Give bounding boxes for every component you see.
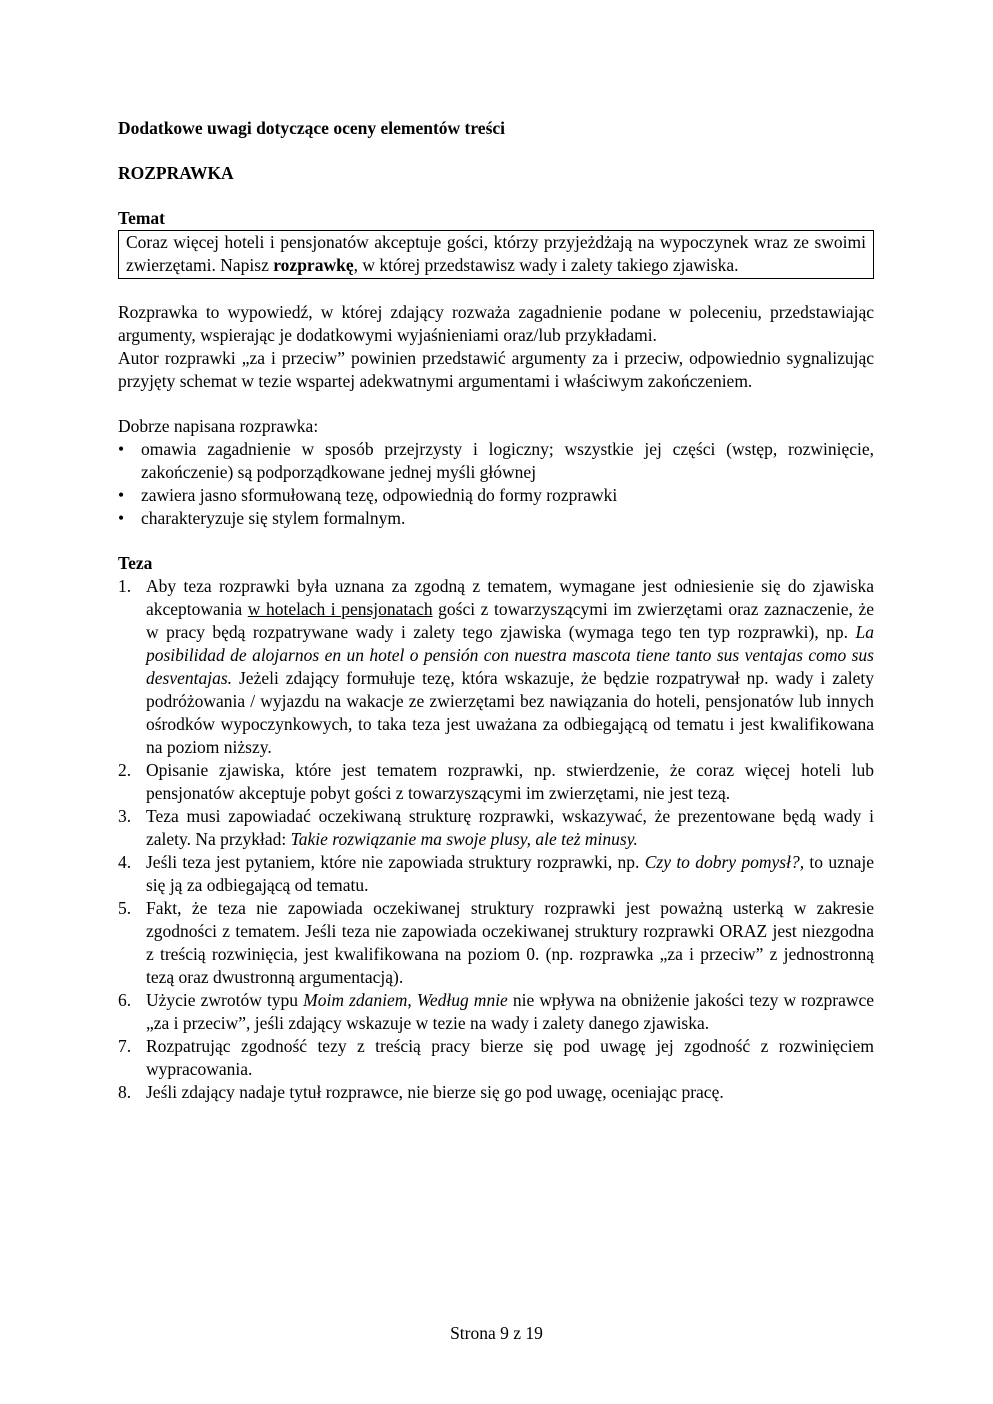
intro-paragraph-2: Autor rozprawki „za i przeciw” powinien przedstawić argumenty za i przeciw, odpowiednio sygnalizując przyjęty schemat w tezie wspartej adekwatnymi argumentami i właściwym zakończeniem. xyxy=(118,348,874,391)
example-italic: Takie rozwiązanie ma swoje plusy, ale też minusy. xyxy=(290,829,638,849)
example-italic: La posibilidad de alojarnos en un hotel o pensión con nuestra mascota tiene tanto sus ventajas como sus desventajas. xyxy=(146,622,874,688)
topic-box xyxy=(118,230,874,279)
thesis-list xyxy=(118,575,874,1104)
bullet-icon: • xyxy=(118,439,125,459)
topic-text-bold: rozprawkę xyxy=(273,255,354,275)
list-item: • charakteryzuje się stylem formalnym. xyxy=(118,508,406,528)
example-italic: Według mnie xyxy=(416,990,508,1010)
example-italic: Czy to dobry pomysł?, xyxy=(644,852,805,872)
thesis-item-2: 2. Opisanie zjawiska, które jest tematem rozprawki, np. stwierdzenie, że coraz więcej hoteli lub pensjonatów akceptuje pobyt gości z towarzyszącymi im zwierzętami, nie jest tezą. xyxy=(118,760,874,803)
thesis-item-8: 8. Jeśli zdający nadaje tytuł rozprawce, nie bierze się go pod uwagę, oceniając pracę. xyxy=(118,1082,724,1102)
page-heading: Dodatkowe uwagi dotyczące oceny elementów treści xyxy=(118,118,506,138)
intro-paragraph-1: Rozprawka to wypowiedź, w której zdający rozważa zagadnienie podane w poleceniu, przedstawiając argumenty, wspierając je dodatkowymi wyjaśnieniami oraz/lub przykładami. xyxy=(118,302,874,345)
bullet-icon: • xyxy=(118,485,125,505)
example-italic: Moim zdaniem xyxy=(303,990,408,1010)
intro-section xyxy=(118,301,874,393)
thesis-item-1: 1. Aby teza rozprawki była uznana za zgodną z tematem, wymagane jest odniesienie się do zjawiska akceptowania w hotelach i pensjonatach gości z towarzyszącymi im zwierzętami oraz zaznaczenie, że w pracy będą rozpatrywane wady i zalety tego zjawiska (wymaga tego ten typ rozprawki), np. La posibilidad de alojarnos en un hotel o pensión con nuestra mascota tiene tanto sus ventajas como sus desventajas. Jeżeli zdający formułuje tezę, która wskazuje, że będzie rozpatrywał np. wady i zalety podróżowania / wyjazdu na wakacje ze zwierzętami bez nawiązania do hoteli, pensjonatów lub innych ośrodków wypoczynkowych, to taka teza jest uważana za odbiegającą od tematu i jest kwalifikowana na poziom niższy. xyxy=(118,576,874,757)
topic-text-before: Coraz więcej hoteli i pensjonatów akceptuje gości, którzy przyjeżdżają na wypoczynek wraz ze swoimi zwierzętami. Napisz xyxy=(126,232,866,275)
page-number-footer: Strona 9 z 19 xyxy=(450,1323,543,1343)
topic-text-after: , w której przedstawisz wady i zalety takiego zjawiska. xyxy=(353,255,739,275)
thesis-item-5: 5. Fakt, że teza nie zapowiada oczekiwanej struktury rozprawki jest poważną usterką w zakresie zgodności z tematem. Jeśli teza nie zapowiada oczekiwanej struktury rozprawki ORAZ jest niezgodna z treścią rozwinięcia, jest kwalifikowana na poziom 0. (np. rozprawka „za i przeciw” z jednostronną tezą oraz dwustronną argumentacją). xyxy=(118,898,874,987)
thesis-item-6: 6. Użycie zwrotów typu Moim zdaniem, Według mnie nie wpływa na obniżenie jakości tezy w rozprawce „za i przeciw”, jeśli zdający wskazuje w tezie na wady i zalety danego zjawiska. xyxy=(118,990,875,1033)
list-item: • zawiera jasno sformułowaną tezę, odpowiednią do formy rozprawki xyxy=(118,485,618,505)
good-essay-list xyxy=(118,438,874,530)
thesis-item-3: 3. Teza musi zapowiadać oczekiwaną strukturę rozprawki, wskazywać, że prezentowane będą wady i zalety. Na przykład: Takie rozwiązanie ma swoje plusy, ale też minusy. xyxy=(118,806,874,849)
thesis-label: Teza xyxy=(118,553,153,573)
topic-label: Temat xyxy=(118,208,165,228)
good-essay-lead: Dobrze napisana rozprawka: xyxy=(118,416,319,436)
thesis-item-4: 4. Jeśli teza jest pytaniem, które nie zapowiada struktury rozprawki, np. Czy to dobry pomysł?, to uznaje się ją za odbiegającą od tematu. xyxy=(118,852,874,895)
underlined-phrase: w hotelach i pensjonatach xyxy=(247,599,433,619)
list-item: • omawia zagadnienie w sposób przejrzysty i logiczny; wszystkie jej części (wstęp, rozwinięcie, zakończenie) są podporządkowane jednej myśli głównej xyxy=(118,439,874,482)
thesis-item-7: 7. Rozpatrując zgodność tezy z treścią pracy bierze się pod uwagę jej zgodność z rozwinięciem wypracowania. xyxy=(118,1036,874,1079)
bullet-icon: • xyxy=(118,508,125,528)
page-content xyxy=(118,117,874,1104)
section-title: ROZPRAWKA xyxy=(118,163,234,183)
